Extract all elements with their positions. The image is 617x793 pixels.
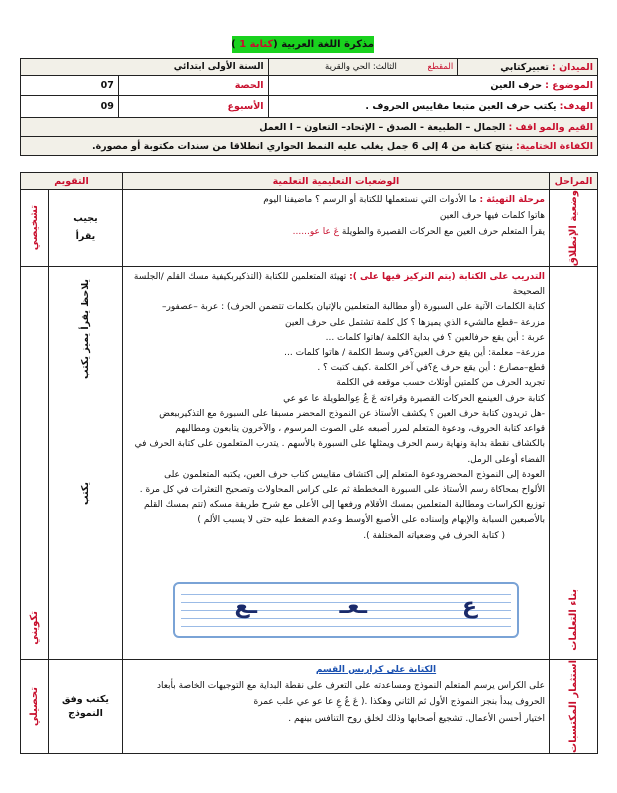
build-line-4: مزرعة –قطع مالشيء الذي يميزها ؟ كل كلمة تشتمل على حرف العين — [284, 317, 546, 328]
stages-header — [550, 173, 598, 190]
session-value-cell — [21, 76, 119, 96]
competency-cell — [21, 137, 598, 156]
build-line-14: العودة إلى النموذج المحضرودعوة المتعلم إلى اكتشاف مقاييس كتاب حرف العين، يكتبه المتعلمون على — [164, 469, 546, 480]
info-table — [20, 58, 598, 156]
situations-header-label: الوضعيات التعليمية التعلمية — [272, 175, 400, 187]
assessment-header — [21, 173, 123, 190]
handwriting-letter-final: ـع — [234, 594, 258, 620]
build-line-8: تجريد الحرف من كلمتين أوثلاث حسب موقعه في الكلمة — [336, 378, 546, 389]
invest-line-1: على الكراس يرسم المتعلم النموذج ومساعدته على التعرف على نقطة البداية مع التوجيهات الخاصة بأبعاد — [156, 681, 546, 692]
warmup-label: مرحلة التهيئة : — [479, 195, 546, 205]
title-suffix: ) — [231, 39, 240, 50]
unit-label: المقطع — [427, 62, 454, 72]
build-stage: بناء التعلمات — [568, 589, 580, 652]
week-label: الأسبوع — [227, 101, 264, 112]
launch-content — [122, 190, 549, 267]
competency-label: الكفاءة الختامية: — [516, 140, 593, 152]
launch-indicators — [49, 190, 123, 267]
build-line-3: كتابة الكلمات الآتية على السبورة (أو مطالبة المتعلمين بالإتيان بكلمات تتضمن الحرف) : عربة –عصفور– — [162, 302, 546, 313]
session-label-cell — [118, 76, 268, 96]
build-line-18: ( كتابة الحرف في وضعياته المختلفة ). — [363, 530, 506, 541]
build-line-13: الفضاء أوعلى الرمل. — [467, 454, 546, 465]
invest-assessment-type-cell — [21, 660, 49, 754]
build-indicators — [49, 267, 123, 660]
goal-label: الهدف: — [559, 101, 593, 112]
topic-label: الموضوع : — [545, 80, 593, 91]
invest-heading: الكتابة على كراريس القسم — [315, 665, 437, 676]
stages-header-label: المراحل — [554, 175, 593, 187]
invest-assessment-type: تحصيلي — [29, 686, 40, 727]
situations-header — [122, 173, 549, 190]
competency-value: ينتج كتابة من 4 إلى 6 جمل يغلب عليه النمط الحواري انطلاقا من سندات مكتوبة أو مصورة. — [91, 140, 513, 152]
session-value: 07 — [100, 80, 114, 91]
lesson-table — [20, 172, 598, 754]
handwriting-strip — [173, 582, 519, 638]
invest-line-2: الحروف يبدأ بنجز النموذج الأول ثم الثاني وهكذا .( عَ عُ عِ عا عو عي علب عمرة — [253, 697, 546, 708]
assessment-header-label: التقويم — [54, 175, 89, 187]
build-line-12: بالكشاف نقطة بداية ونهاية رسم الحرف ويمثلها على السبورة بالأسهم . يتدرب المتعلمون على كتابة الحرف في — [134, 439, 546, 450]
build-assessment-type: تكويني — [29, 611, 40, 646]
launch-assessment-type-cell — [21, 190, 49, 267]
invest-stage-cell — [550, 660, 598, 754]
build-line-15: الألواح بمحاكاة رسم الأستاذ على السبورة المخططة ثم على كراس المحاولات وتصحيح التعثرات في كل مرة . — [139, 484, 546, 495]
build-line-5: عربة : أين يقع حرفالعين ؟ في بداية الكلمة /هاتوا كلمات ... — [325, 332, 546, 343]
invest-content — [122, 660, 549, 754]
goal-value: يكتب حرف العين متبعا مقاييس الحروف . — [365, 101, 557, 112]
values-value: الجمال – الطبيعة - الصدق – الإتحاد– التعاون – ا العمل — [259, 121, 506, 133]
build-indicator-1: يلاحظ يقرأ يميز يكتب — [79, 279, 91, 380]
invest-line-3: اختيار أحسن الأعمال. تشجيع أصحابها وذلك لخلق روح التنافس بينهم . — [288, 713, 546, 724]
unit-value: الثالث: الحي والقرية — [325, 62, 397, 72]
session-label: الحصة — [234, 80, 264, 91]
title-prefix: مذكرة اللغة العربية ( — [273, 39, 374, 50]
title-highlight: كتابة 1 — [239, 39, 274, 50]
unit-cell — [268, 59, 458, 76]
page-title — [232, 36, 374, 53]
values-cell — [21, 118, 598, 137]
train-label: التدريب على الكتابة (يتم التركيز فيها على ): — [349, 272, 546, 283]
topic-cell — [268, 76, 597, 96]
build-line-17: بالأصبعين السبابة والإبهام وإسناده على الأصبع الأوسط وعدم الضغط عليه حتى لا يسبب الألم ) — [197, 515, 546, 526]
grade: السنة الأولى ابتدائي — [173, 62, 264, 72]
goal-cell — [268, 96, 597, 118]
launch-indicator-1: يجيب — [73, 213, 98, 225]
grade-cell — [21, 59, 269, 76]
handwriting-letter-initial: ع — [461, 594, 478, 620]
launch-indicator-2: يقرأ — [75, 231, 96, 243]
build-stage-cell — [550, 267, 598, 660]
launch-assessment-type: تشخيصي — [29, 205, 40, 251]
build-line-16: توزيع الكراسات ومطالبة المتعلمين بمسك الأقلام ورفعها إلى الأعلى مع شرح طريقة مسكه (تتم بمسك القلم — [143, 500, 546, 511]
domain-label: الميدان : — [551, 61, 593, 73]
build-line-7: قطع–مصارع : أين يقع حرف ع؟في آخر الكلمة .كيف كتبت ؟ . — [317, 363, 546, 374]
launch-stage-cell — [550, 190, 598, 267]
launch-line-2: هاتوا كلمات فيها حرف العين — [439, 211, 546, 222]
week-value: 09 — [100, 101, 114, 112]
values-label: القيم والمو اقف : — [508, 121, 593, 133]
handwriting-letter-medial: ـعـ — [339, 594, 368, 620]
launch-line-3: يقرأ المتعلم حرف العين مع الحركات القصيرة والطويلة — [341, 227, 546, 238]
invest-indicators — [49, 660, 123, 754]
build-assessment-type-cell — [21, 267, 49, 660]
domain-value: تعبيركتابي — [500, 61, 549, 73]
topic-value: حرف العين — [490, 80, 543, 91]
build-line-9: كتابة حرف العينمع الحركات القصيرة وقراءته عَ عُ عِوالطويلة عا عو عي — [283, 393, 546, 404]
build-line-11: قواعد كتابة الحروف، ودعوة المتعلم لمرر أصبعه على الصوت المرسوم ، والآخرون يتابعون ومطالبهم — [175, 424, 546, 435]
week-label-cell — [118, 96, 268, 118]
build-indicator-2: يكتب — [79, 482, 91, 506]
launch-stage: وضعية الإنطلاق — [568, 190, 580, 267]
invest-indicator: يكتب وفق النموذج — [61, 693, 109, 719]
domain-cell — [458, 59, 598, 76]
build-line-6: مزرعة– معلمة: أين يقع حرف العين؟في وسط الكلمة / هاتوا كلمات ... — [284, 348, 546, 359]
warmup-text: ما الأدوات التي نستعملها للكتابة أو الرسم ؟ ماضيفنا اليوم — [263, 195, 477, 205]
launch-line-3-letters: عَ عا عو...... — [292, 227, 340, 238]
invest-stage: استثمار المكتسبات — [568, 660, 580, 754]
train-text: تهيئة المتعلمين للكتابة (التذكيربكيفية مسك القلم /الجلسة الصحيحة — [133, 272, 546, 298]
week-value-cell — [21, 96, 119, 118]
build-content — [122, 267, 549, 660]
build-line-10: -هل تريدون كتابة حرف العين ؟ يكشف الأستاذ عن النموذج المحضر مسبقا على السبورة مع التذكيرببعض — [159, 408, 546, 419]
